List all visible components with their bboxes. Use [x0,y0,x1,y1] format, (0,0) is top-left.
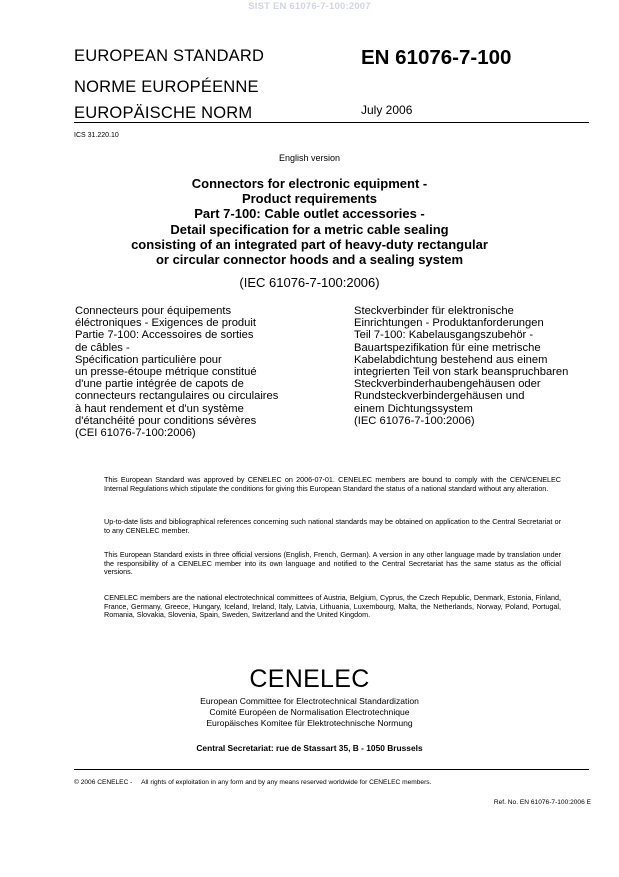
german-title-line: einem Dichtungssystem [354,402,473,415]
watermark: SIST EN 61076-7-100:2007 [248,1,371,12]
french-title-line: Partie 7-100: Accessoires de sorties [75,329,254,342]
title-line: Connectors for electronic equipment - [191,176,428,191]
copyright-notice: © 2006 CENELEC - All rights of exploitation in any form and by any means reserved worldwide for CENELEC members. [74,779,432,786]
french-title-line: de câbles - [75,341,130,354]
committee-name-en: European Committee for Electrotechnical Standardization [200,696,419,706]
versions-note: This European Standard exists in three official versions (English, French, German). A version in any other language made by translation under the responsibility of a CENELEC member into its own language and notified to the Central Secretariat has the same status as the official versions. [104,550,561,577]
german-title-line: Teil 7-100: Kabelausgangszubehör - [354,329,534,342]
publication-date: July 2006 [361,103,413,117]
references-note: Up-to-date lists and bibliographical references concerning such national standards may be obtained on application to the Central Secretariat or to any CENELEC member. [104,517,561,535]
committee-name-de: Europäisches Komitee für Elektrotechnische Normung [206,717,413,728]
reference-number: Ref. No. EN 61076-7-100:2006 E [493,799,591,806]
cenelec-wordmark: CENELEC [249,665,370,693]
language-version: English version [278,153,341,163]
french-title-line: d'étanchéité pour conditions sévères [75,414,257,427]
french-title-line: connecteurs rectangulaires ou circulaires [75,390,279,403]
title-line: Part 7-100: Cable outlet accessories - [194,206,425,222]
header-rule [74,122,589,123]
german-title-line: Rundsteckverbindergehäusen und [354,390,525,403]
german-title-line: integrierten Teil von stark beanspruchbaren [354,366,569,379]
members-note: CENELEC members are the national electrotechnical committees of Austria, Belgium, Cyprus, the Czech Republic, Denmark, Estonia, Finland, France, Germany, Greece, Hungary, Iceland, Ireland, Italy, Latvia, Lithuania, Luxembourg, Malta, the Netherlands, Norway, Poland, Portugal, Romania, Slovakia, Slovenia, Spain, Sweden, Switzerland and the United Kingdom. [104,593,561,620]
title-reference: (IEC 61076-7-100:2006) [239,275,380,290]
standard-label-de: EUROPÄISCHE NORM [74,104,253,122]
german-title-line: Steckverbinder für elektronische [354,305,514,317]
french-title [75,305,325,439]
french-title-line: éléctroniques - Exigences de produit [75,317,256,330]
french-title-line: Spécification particulière pour [75,353,222,366]
title-line: consisting of an integrated part of heavy-duty rectangular [131,236,488,252]
french-title-line: d'une partie intégrée de capots de [75,378,244,391]
title-line: or circular connector hoods and a sealing system [155,252,464,268]
german-title-line: (IEC 61076-7-100:2006) [354,414,475,427]
french-title-line: à haut rendement et d'un système [75,402,244,415]
standard-number: EN 61076-7-100 [361,46,512,69]
german-title-line: Einrichtungen - Produktanforderungen [354,317,544,330]
secretariat-address: Central Secretariat: rue de Stassart 35, B - 1050 Brussels [196,743,423,753]
title-line: Product requirements [241,191,378,207]
standard-label-en: EUROPEAN STANDARD [74,47,265,65]
committee-name-fr: Comité Européen de Normalisation Electrotechnique [209,706,410,717]
standard-label-fr: NORME EUROPÉENNE [74,78,259,96]
french-title-line: Connecteurs pour équipements [75,305,232,317]
german-title-line: Bauartspezifikation für eine metrische [354,341,541,354]
title-line: Detail specification for a metric cable sealing [170,221,449,237]
french-title-line: (CEI 61076-7-100:2006) [75,427,196,440]
german-title-line: Kabelabdichtung bestehend aus einem [354,353,548,366]
document-title [0,176,619,267]
german-title-line: Steckverbinderhaubengehäusen oder [354,378,541,391]
ics-code: ICS 31.220.10 [74,132,119,139]
footer-rule [74,769,589,770]
committee-names [0,696,619,728]
french-title-line: un presse-étoupe métrique constitué [75,366,257,379]
german-title [354,305,604,427]
approval-note: This European Standard was approved by CENELEC on 2006-07-01. CENELEC members are bound to comply with the CEN/CENELEC Internal Regulations which stipulate the conditions for giving this European Standard the status of a national standard without any alteration. [104,475,561,493]
